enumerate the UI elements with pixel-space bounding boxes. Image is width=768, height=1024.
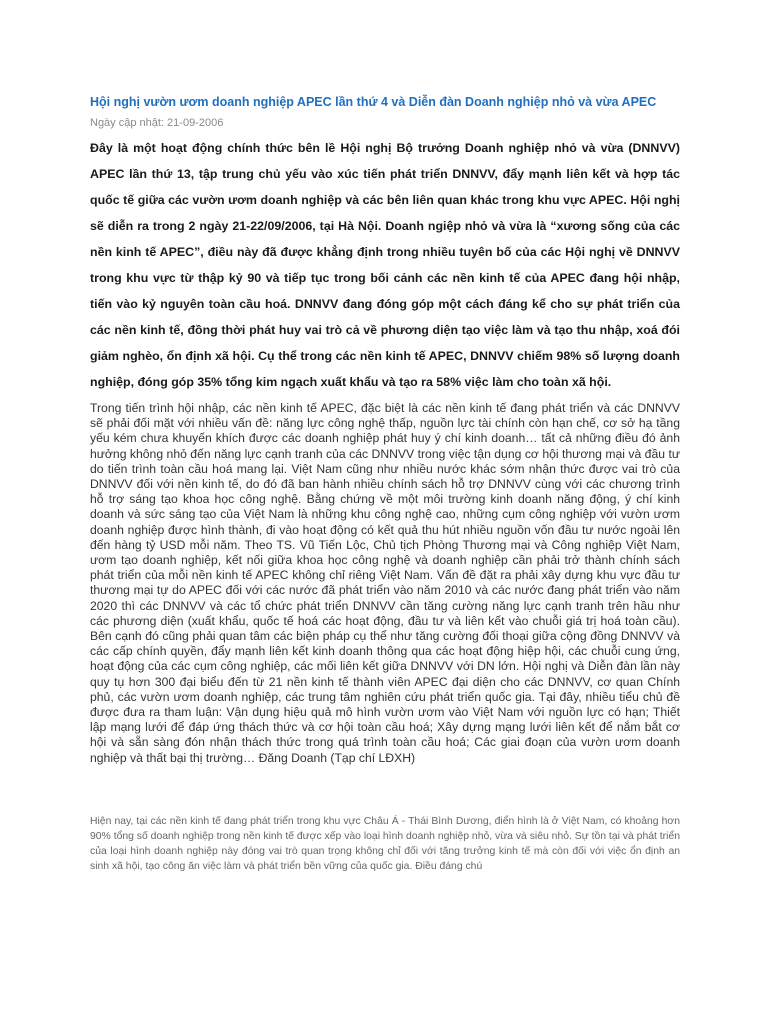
article-date: Ngày cập nhật: 21-09-2006	[90, 117, 224, 129]
article-title: Hội nghị vườn ươm doanh nghiệp APEC lần thứ 4 và Diễn đàn Doanh nghiệp nhỏ và vừa APEC	[90, 95, 657, 109]
article-lead-paragraph: Đây là một hoạt động chính thức bên lề Hội nghị Bộ trưởng Doanh nghiệp nhỏ và vừa (DNNVV) APEC lần thứ 13, tập trung chủ yếu vào xúc tiến phát triển DNNVV, đẩy mạnh liên kết và hợp tác quốc tế giữa các vườn ươm doanh nghiệp và các bên liên quan khác trong khu vực APEC. Hội nghị sẽ diễn ra trong 2 ngày 21-22/09/2006, tại Hà Nội. Doanh ngiệp nhỏ và vừa là “xương sống của các nền kinh tế APEC”, điều này đã được khẳng định trong nhiều tuyên bố của các Hội nghị về DNNVV trong khu vực từ thập kỷ 90 và tiếp tục trong bối cảnh các nền kinh tế của APEC đang hội nhập, tiến vào kỷ nguyên toàn cầu hoá. DNNVV đang đóng góp một cách đáng kể cho sự phát triển của các nền kinh tế, đồng thời phát huy vai trò cả về phương diện tạo việc làm và tạo thu nhập, xoá đói giảm nghèo, ổn định xã hội. Cụ thể trong các nền kinh tế APEC, DNNVV chiếm 98% số lượng doanh nghiệp, đóng góp 35% tổng kim ngạch xuất khẩu và tạo ra 58% việc làm cho toàn xã hội.	[90, 141, 680, 389]
article-extra-paragraph: Hiện nay, tại các nền kinh tế đang phát triển trong khu vực Châu Á - Thái Bình Dương, điển hình là ở Việt Nam, có khoảng hơn 90% tổng số doanh nghiệp trong nền kinh tế được xếp vào loại hình doanh nghiệp nhỏ, vừa và siêu nhỏ. Sự tồn tại và phát triển của loại hình doanh nghiệp này đóng vai trò quan trọng không chỉ đối với tăng trưởng kinh tế mà còn đối với việc ổn định an sinh xã hội, tạo công ăn việc làm và phát triển bền vững của quốc gia. Điều đáng chú	[90, 815, 680, 873]
article	[90, 94, 680, 875]
article-body-paragraph: Trong tiến trình hội nhập, các nền kinh tế APEC, đặc biệt là các nền kinh tế đang phát triển và các DNNVV sẽ phải đối mặt với nhiều vấn đề: năng lực công nghệ thấp, nguồn lực tài chính còn hạn chế, cơ sở hạ tầng yếu kém chưa khuyến khích được các doanh nghiệp phát huy ý chí kinh doanh… tất cả những điều đó ảnh hưởng không nhỏ đến năng lực cạnh tranh của các DNNVV trong việc tận dụng cơ hội thương mại và đầu tư do tiến trình toàn cầu hoá mang lại. Việt Nam cũng như nhiều nước khác sớm nhận thức được vai trò của DNNVV đối với nền kinh tế, do đó đã ban hành nhiều chính sách hỗ trợ DNNVV cùng với các chương trình hỗ trợ sáng tạo khoa học công nghệ. Bằng chứng về một môi trường kinh doanh năng động, ý chí kinh doanh và sức sáng tạo của Việt Nam là những khu công nghệ cao, những cụm công nghiệp với vườn ươm doanh nghiệp được hình thành, đi vào hoạt động có kết quả thu hút nhiều nguồn vốn đầu tư nước ngoài lên đến hàng tỷ USD mỗi năm. Theo TS. Vũ Tiến Lộc, Chủ tịch Phòng Thương mại và Công nghiệp Việt Nam, ươm tạo doanh nghiệp, kết nối giữa khoa học công nghệ và doanh nghiệp cần phải trở thành chính sách phát triển của mỗi nền kinh tế APEC không chỉ riêng Việt Nam. Vấn đề đặt ra phải xây dựng khu vực đầu tư thương mại tự do APEC đối với các nước đã phát triển vào năm 2010 và các nước đang phát triển vào năm 2020 thì các DNNVV và các tổ chức phát triển DNNVV cần tăng cường năng lực cạnh tranh trên hầu như các phương diện (xuất khẩu, quốc tế hoá các hoạt động, đầu tư và liên kết vào chuỗi giá trị hoá toàn cầu). Bên cạnh đó cũng phải quan tâm các biện pháp cụ thể như tăng cường đối thoại giữa cộng đồng DNNVV và các cấp chính quyền, đẩy mạnh liên kết kinh doanh thông qua các hoạt động hiệp hội, các chuỗi cung ứng, hoạt động của các cụm công nghiệp, các mối liên kết giữa DNNVV với DN lớn. Hội nghị và Diễn đàn lần này quy tụ hơn 300 đại biểu đến từ 21 nền kinh tế thành viên APEC đại diện cho các DNNVV, cơ quan Chính phủ, các vườn ươm doanh nghiệp, các trung tâm nghiên cứu phát triển quốc gia. Tại đây, nhiều tiểu chủ đề được đưa ra tham luận: Vận dụng hiệu quả mô hình vườn ươm vào Việt Nam với nguồn lực có hạn; Thiết lập mạng lưới để đáp ứng thách thức và cơ hội toàn cầu hoá; Xây dựng mạng lưới liên kết để nắm bắt cơ hội và sẵn sàng đón nhận thách thức trong quá trình toàn cầu hoá; Các giai đoạn của vườn ươm doanh nghiệp và thất bại thị trường… Đăng Doanh (Tạp chí LĐXH)	[90, 401, 680, 765]
